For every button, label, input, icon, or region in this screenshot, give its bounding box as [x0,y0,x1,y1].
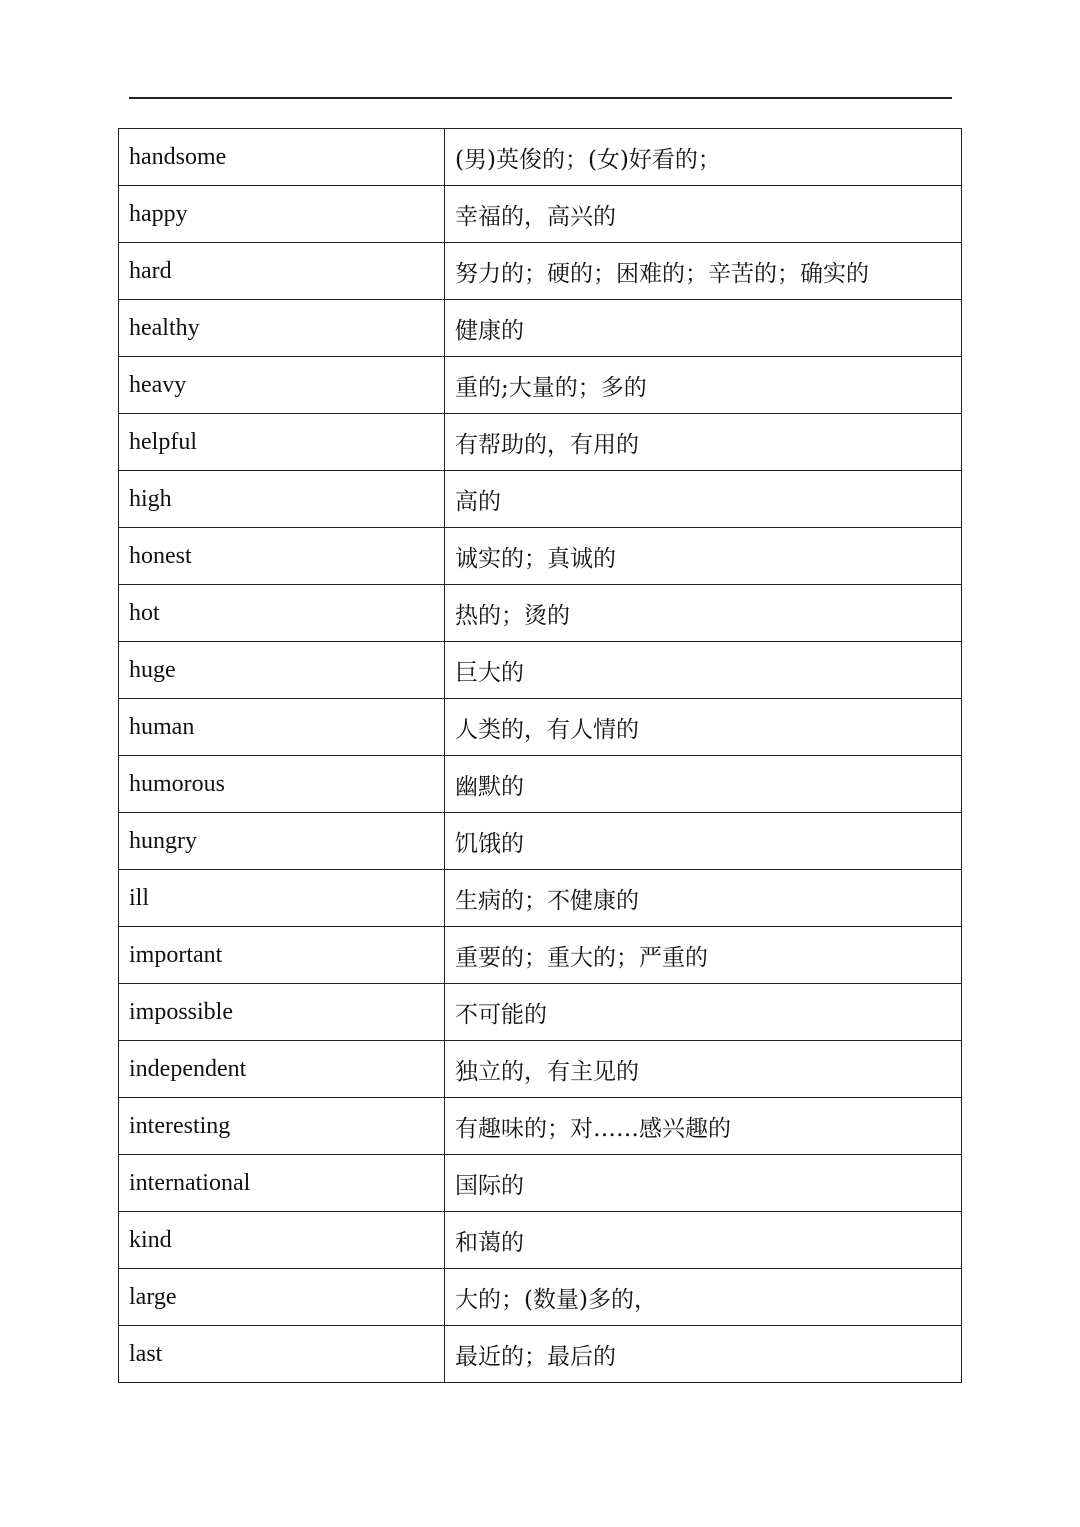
meaning-cell: 热的；烫的 [445,585,962,642]
table-row [119,699,962,756]
word-cell: important [119,927,445,984]
word-cell: humorous [119,756,445,813]
table-row [119,585,962,642]
word-cell: hard [119,243,445,300]
word-cell: interesting [119,1098,445,1155]
table-row [119,357,962,414]
table-row [119,870,962,927]
word-cell: high [119,471,445,528]
meaning-cell: 不可能的 [445,984,962,1041]
table-row [119,813,962,870]
table-row [119,1212,962,1269]
table-row [119,642,962,699]
header-rule [129,97,952,99]
meaning-cell: 和蔼的 [445,1212,962,1269]
meaning-cell: 重的;大量的；多的 [445,357,962,414]
meaning-cell: 生病的；不健康的 [445,870,962,927]
meaning-cell: 有帮助的，有用的 [445,414,962,471]
meaning-cell: 最近的；最后的 [445,1326,962,1383]
word-cell: helpful [119,414,445,471]
table-row [119,414,962,471]
meaning-cell: 人类的，有人情的 [445,699,962,756]
word-cell: ill [119,870,445,927]
table-row [119,1098,962,1155]
word-cell: happy [119,186,445,243]
table-row [119,300,962,357]
meaning-cell: 努力的；硬的；困难的；辛苦的；确实的 [445,243,962,300]
meaning-cell: 独立的，有主见的 [445,1041,962,1098]
table-row [119,1326,962,1383]
table-row [119,243,962,300]
word-cell: kind [119,1212,445,1269]
word-cell: hot [119,585,445,642]
meaning-cell: 有趣味的；对……感兴趣的 [445,1098,962,1155]
meaning-cell: 国际的 [445,1155,962,1212]
word-cell: large [119,1269,445,1326]
table-row [119,1041,962,1098]
vocabulary-table-body [119,129,962,1383]
table-row [119,471,962,528]
word-cell: international [119,1155,445,1212]
word-cell: healthy [119,300,445,357]
meaning-cell: 巨大的 [445,642,962,699]
meaning-cell: (男)英俊的；(女)好看的； [445,129,962,186]
vocabulary-table [118,128,962,1383]
meaning-cell: 健康的 [445,300,962,357]
table-row [119,984,962,1041]
table-row [119,1155,962,1212]
meaning-cell: 重要的；重大的；严重的 [445,927,962,984]
word-cell: hungry [119,813,445,870]
table-row [119,186,962,243]
word-cell: independent [119,1041,445,1098]
word-cell: impossible [119,984,445,1041]
word-cell: handsome [119,129,445,186]
word-cell: last [119,1326,445,1383]
word-cell: honest [119,528,445,585]
meaning-cell: 高的 [445,471,962,528]
table-row [119,927,962,984]
word-cell: huge [119,642,445,699]
meaning-cell: 幽默的 [445,756,962,813]
table-row [119,528,962,585]
meaning-cell: 大的；(数量)多的， [445,1269,962,1326]
word-cell: human [119,699,445,756]
table-row [119,129,962,186]
meaning-cell: 饥饿的 [445,813,962,870]
meaning-cell: 幸福的，高兴的 [445,186,962,243]
meaning-cell: 诚实的；真诚的 [445,528,962,585]
table-row [119,1269,962,1326]
word-cell: heavy [119,357,445,414]
table-row [119,756,962,813]
